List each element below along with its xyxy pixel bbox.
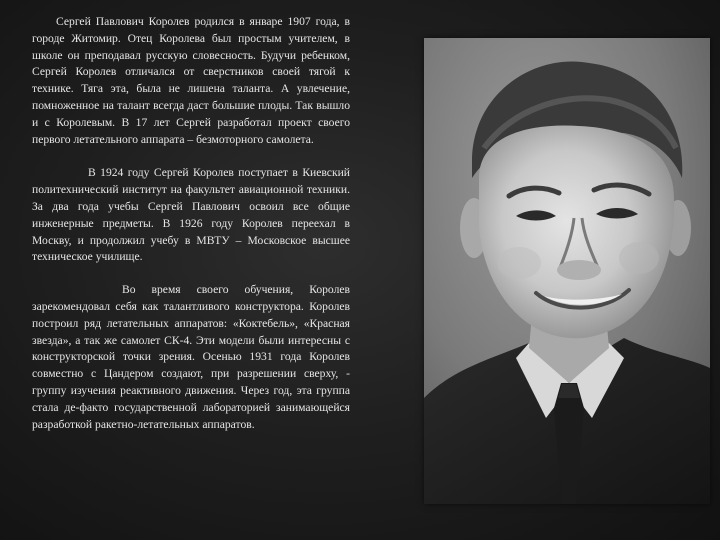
biography-text bbox=[32, 14, 350, 433]
paragraph-childhood: Сергей Павлович Королев родился в январе 1907 года, в городе Житомир. Отец Королева был простым учителем, в школе он преподавал русскую словесность. Будучи ребенком, Сергей Королев отличался от сверстников своей тягой к технике. Тяга эта, была не лишена таланта. А увлечение, помноженное на талант всегда даст большие плоды. Так вышло и с Королевым. В 17 лет Сергей разработал проект своего первого летательного аппарата – безмоторного самолета. bbox=[32, 15, 350, 146]
paragraph-early-career: Во время своего обучения, Королев зарекомендовал себя как талантливого конструктора. Королев построил ряд летательных аппаратов: «Коктебель», «Красная звезда», а так же самолет СК-4. Эти модели были интересны с конструкторской точки зрения. Осенью 1931 года Королев совместно с Цандером создают, при разрешении сверху, - группу изучения реактивного движения. Через год, эта группа стала де-факто государственной лабораторией занимающейся разработкой ракетно-летательных аппаратов. bbox=[32, 283, 350, 431]
portrait-illustration bbox=[424, 38, 710, 504]
portrait-photo bbox=[424, 38, 710, 504]
paragraph-education: В 1924 году Сергей Королев поступает в Киевский политехнический институт на факультет авиационной техники. За два года учебы Сергей Павлович освоил все общие инженерные предметы. В 1926 году Королев переехал в Москву, и продолжил учебу в МВТУ – Московское высшее техническое училище. bbox=[32, 166, 350, 264]
